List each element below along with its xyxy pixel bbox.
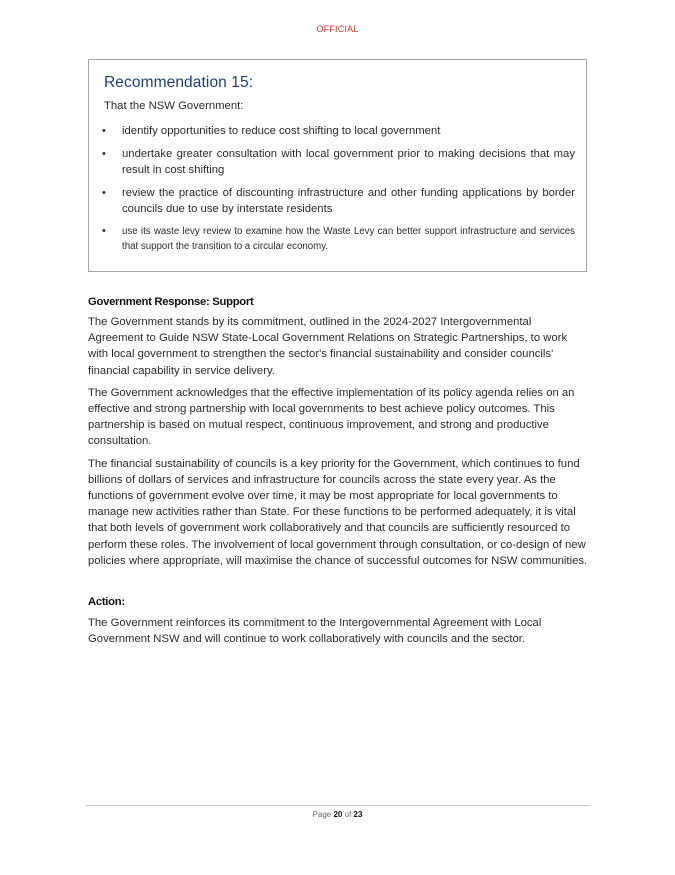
recommendation-intro: That the NSW Government: xyxy=(104,100,244,112)
bullet-icon: • xyxy=(102,148,106,160)
classification-label: OFFICIAL xyxy=(316,24,359,34)
action-heading: Action: xyxy=(88,596,125,608)
response-heading: Government Response: Support xyxy=(88,296,254,308)
recommendation-item-text: review the practice of discounting infrastructure and other funding applications by border councils due to use by interstate residents xyxy=(122,187,575,215)
footer-divider xyxy=(86,805,590,806)
of-label: of xyxy=(344,810,352,819)
page-label: Page xyxy=(312,810,332,819)
response-paragraph: The financial sustainability of councils is a key priority for the Government, which continues to fund billions of dollars of services and infrastructure for councils across the state every year. As the functions of government evolve over time, it may be most appropriate for local governments to manage new activities rather than State. For these functions to be performed adequately, it is vital that both levels of government work collaboratively and that councils are sufficiently resourced to perform these roles. The involvement of local government through consultation, or co-design of new policies where appropriate, will maximise the chance of successful outcomes for NSW communities. xyxy=(88,457,588,567)
recommendation-list xyxy=(89,123,588,261)
page-number xyxy=(0,810,675,819)
bullet-icon: • xyxy=(102,187,106,199)
recommendation-box xyxy=(88,59,587,272)
recommendation-item-text: identify opportunities to reduce cost shifting to local government xyxy=(122,125,441,137)
bullet-icon: • xyxy=(102,125,106,137)
recommendation-title: Recommendation 15: xyxy=(104,74,254,91)
total-pages: 23 xyxy=(353,810,363,819)
recommendation-item xyxy=(89,185,588,217)
recommendation-item-text: use its waste levy review to examine how the Waste Levy can better support infrastructure and services that support the transition to a circular economy. xyxy=(122,226,575,252)
recommendation-item xyxy=(89,224,588,254)
recommendation-item xyxy=(89,146,588,178)
recommendation-item xyxy=(89,123,588,139)
action-section xyxy=(88,596,588,647)
bullet-icon: • xyxy=(102,225,106,237)
response-paragraph: The Government acknowledges that the effective implementation of its policy agenda relies on an effective and strong partnership with local governments to best achieve policy outcomes. This partnership is based on mutual respect, continuous improvement, and strong and productive consultation. xyxy=(88,386,575,448)
current-page: 20 xyxy=(333,810,343,819)
response-paragraph: The Government stands by its commitment, outlined in the 2024-2027 Intergovernmental Agreement to Guide NSW State-Local Government Relations on Strategic Partnerships, to work with local government to strengthen the sector's financial sustainability and consider councils' financial capability in service delivery. xyxy=(88,316,568,377)
government-response-section xyxy=(88,296,588,569)
recommendation-item-text: undertake greater consultation with local government prior to making decisions that may result in cost shifting xyxy=(122,148,575,176)
action-paragraph: The Government reinforces its commitment to the Intergovernmental Agreement with Local Government NSW and will continue to work collaboratively with councils and the sector. xyxy=(88,617,542,646)
